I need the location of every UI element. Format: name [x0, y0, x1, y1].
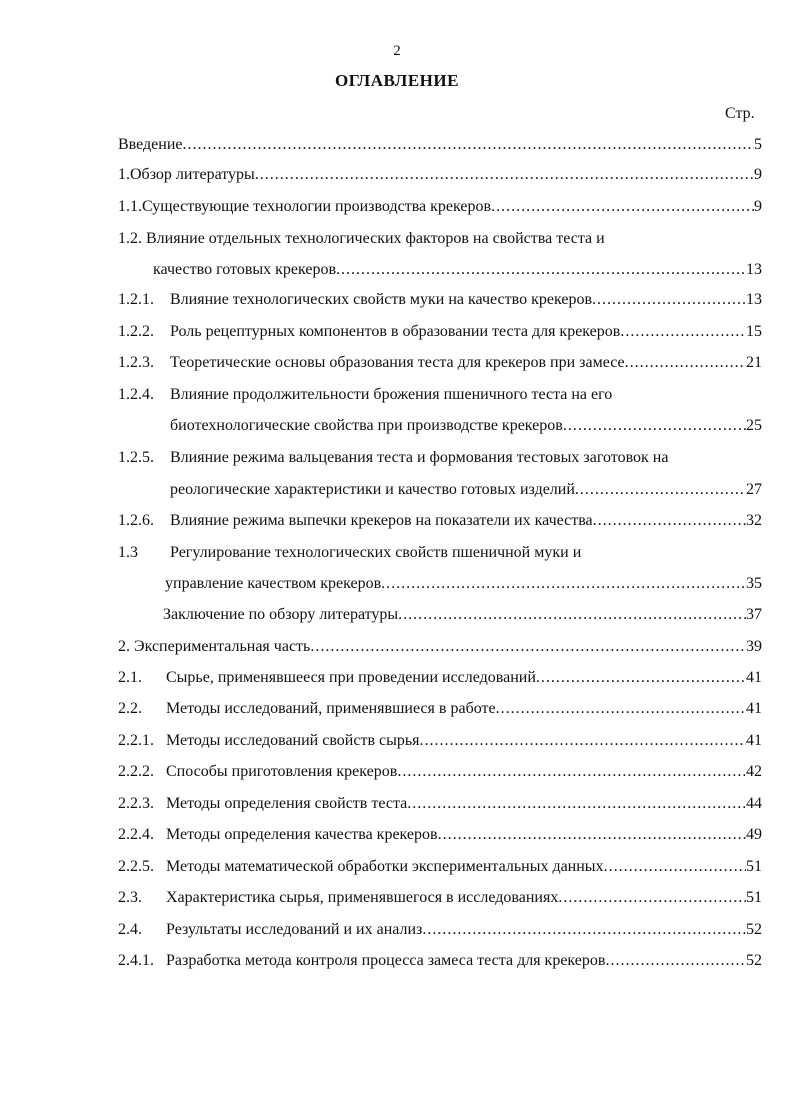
- toc-entry-page: 32: [746, 512, 762, 529]
- toc-entry: [170, 415, 762, 437]
- toc-entry-title: Влияние технологических свойств муки на качество крекеров: [170, 291, 592, 308]
- toc-leader-dots: [255, 164, 754, 186]
- toc-entry: [118, 667, 762, 689]
- toc-entry-page: 41: [746, 700, 762, 717]
- toc-entry-number: 1.2.4.: [118, 386, 154, 403]
- toc-entry: [118, 321, 762, 343]
- toc-entry-title: Разработка метода контроля процесса замеса теста для крекеров: [166, 952, 606, 969]
- toc-entry-page: 51: [746, 889, 762, 906]
- toc-leader-dots: [625, 352, 746, 374]
- toc-entry-page: 41: [746, 669, 762, 686]
- toc-entry-number: 2.1.: [118, 669, 142, 686]
- toc-entry-number: 1.2.2.: [118, 323, 154, 340]
- toc-leader-dots: [422, 919, 746, 941]
- toc-entry-number: 2.2.4.: [118, 826, 154, 843]
- toc-entry-page: 42: [746, 763, 762, 780]
- toc-leader-dots: [604, 856, 746, 878]
- toc-entry-title: управление качеством крекеров: [165, 575, 382, 592]
- toc-entry-page: 13: [746, 261, 762, 278]
- toc-entry-page: 41: [746, 732, 762, 749]
- toc-entry: [118, 510, 762, 532]
- toc-entry-title: Влияние режима вальцевания теста и формования тестовых заготовок на: [170, 449, 669, 466]
- toc-entry: [170, 479, 762, 501]
- toc-entry: [118, 793, 762, 815]
- toc-entry-number: 2.2.1.: [118, 732, 154, 749]
- toc-entry: [118, 730, 762, 752]
- toc-entry-page: 49: [746, 826, 762, 843]
- toc-entry-title: Влияние режима выпечки крекеров на показатели их качества: [170, 512, 593, 529]
- toc-entry-title: Методы исследований, применявшиеся в работе: [166, 700, 496, 717]
- page-column-label: Стр.: [725, 105, 755, 122]
- toc-entry-number: 1.2.3.: [118, 354, 154, 371]
- toc-leader-dots: [398, 604, 746, 626]
- toc-entry-title: Характеристика сырья, применявшегося в исследованиях: [166, 889, 559, 906]
- toc-entry-number: 1.2.5.: [118, 449, 154, 466]
- toc-entry-page: 13: [746, 291, 762, 308]
- toc-entry-page: 25: [746, 417, 762, 434]
- page-number: 2: [393, 43, 401, 59]
- toc-entry-number: 1.3: [118, 544, 138, 561]
- toc-entry: [118, 384, 612, 406]
- toc-entry-title: биотехнологические свойства при производстве крекеров: [170, 417, 563, 434]
- page-title: ОГЛАВЛЕНИЕ: [335, 71, 459, 90]
- toc-entry: [118, 887, 762, 909]
- toc-entry-number: 1.2.1.: [118, 291, 154, 308]
- toc-leader-dots: [407, 793, 746, 815]
- toc-leader-dots: [558, 887, 746, 909]
- toc-entry: [118, 352, 762, 374]
- toc-entry-page: 5: [754, 136, 762, 153]
- toc-entry-number: 1.2.6.: [118, 512, 154, 529]
- toc-entry: [118, 824, 762, 846]
- toc-entry-number: 2.2.3.: [118, 795, 154, 812]
- toc-entry-title: Методы определения свойств теста: [166, 795, 408, 812]
- toc-entry-title: Регулирование технологических свойств пшеничной муки и: [170, 544, 582, 561]
- toc-leader-dots: [491, 196, 754, 218]
- toc-entry-number: 2.3.: [118, 889, 142, 906]
- toc-entry-page: 39: [746, 638, 762, 655]
- toc-leader-dots: [620, 321, 746, 343]
- toc-entry-number: 2.2.: [118, 700, 142, 717]
- toc-entry-number: 2.2.5.: [118, 858, 154, 875]
- toc-entry-page: 52: [746, 952, 762, 969]
- toc-entry: [118, 856, 762, 878]
- toc-entry: [118, 164, 762, 186]
- toc-leader-dots: [397, 761, 746, 783]
- toc-entry-number: 2.4.1.: [118, 952, 154, 969]
- toc-entry-page: 35: [746, 575, 762, 592]
- toc-entry-title: 1.Обзор литературы: [118, 166, 255, 183]
- toc-entry-title: 1.1.Существующие технологии производства крекеров: [118, 198, 492, 215]
- toc-entry-title: Влияние продолжительности брожения пшеничного теста на его: [170, 386, 613, 403]
- toc-entry: [118, 447, 668, 469]
- toc-entry-page: 15: [746, 323, 762, 340]
- toc-entry-page: 52: [746, 921, 762, 938]
- toc-entry-title: Способы приготовления крекеров: [166, 763, 398, 780]
- toc-entry-page: 9: [754, 166, 762, 183]
- toc-entry: [118, 919, 762, 941]
- toc-leader-dots: [605, 950, 746, 972]
- toc-entry-title: Методы определения качества крекеров: [166, 826, 438, 843]
- toc-entry-title: 1.2. Влияние отдельных технологических факторов на свойства теста и: [118, 230, 605, 247]
- toc-entry-title: качество готовых крекеров: [153, 261, 337, 278]
- toc-entry-title: Введение: [118, 136, 183, 153]
- toc-entry: [118, 761, 762, 783]
- toc-entry-title: Методы математической обработки экспериментальных данных: [166, 858, 604, 875]
- toc-leader-dots: [593, 510, 746, 532]
- toc-leader-dots: [438, 824, 746, 846]
- toc-entry-page: 27: [746, 481, 762, 498]
- toc-leader-dots: [536, 667, 746, 689]
- toc-entry-title: 2. Экспериментальная часть: [118, 638, 311, 655]
- toc-entry-page: 9: [754, 198, 762, 215]
- toc-leader-dots: [336, 259, 746, 281]
- toc-entry: [165, 573, 762, 595]
- toc-entry: [118, 289, 762, 311]
- toc-entry: [118, 196, 762, 218]
- toc-entry: [118, 698, 762, 720]
- toc-entry-page: 44: [746, 795, 762, 812]
- toc-entry: [118, 134, 762, 156]
- toc-leader-dots: [310, 636, 746, 658]
- toc-leader-dots: [563, 415, 746, 437]
- toc-entry-title: Теоретические основы образования теста для крекеров при замесе: [170, 354, 625, 371]
- toc-entry-number: 2.4.: [118, 921, 142, 938]
- toc-leader-dots: [575, 479, 746, 501]
- toc-entry: [118, 228, 605, 250]
- toc-leader-dots: [496, 698, 746, 720]
- toc-entry: [118, 950, 762, 972]
- toc-entry: [118, 542, 581, 564]
- toc-entry-title: Роль рецептурных компонентов в образовании теста для крекеров: [170, 323, 621, 340]
- toc-entry-title: Сырье, применявшееся при проведении исследований: [166, 669, 536, 686]
- toc-entry: [153, 259, 762, 281]
- toc-entry-page: 37: [746, 606, 762, 623]
- toc-entry-page: 51: [746, 858, 762, 875]
- toc-entry-page: 21: [746, 354, 762, 371]
- toc-entry: [163, 604, 762, 626]
- toc-leader-dots: [592, 289, 746, 311]
- toc-entry-title: Методы исследований свойств сырья: [166, 732, 420, 749]
- toc-entry: [118, 636, 762, 658]
- toc-entry-title: Результаты исследований и их анализ: [166, 921, 423, 938]
- toc-leader-dots: [183, 134, 755, 156]
- toc-entry-title: реологические характеристики и качество готовых изделий: [170, 481, 575, 498]
- toc-entry-number: 2.2.2.: [118, 763, 154, 780]
- toc-leader-dots: [420, 730, 746, 752]
- toc-entry-title: Заключение по обзору литературы: [163, 606, 399, 623]
- toc-leader-dots: [381, 573, 746, 595]
